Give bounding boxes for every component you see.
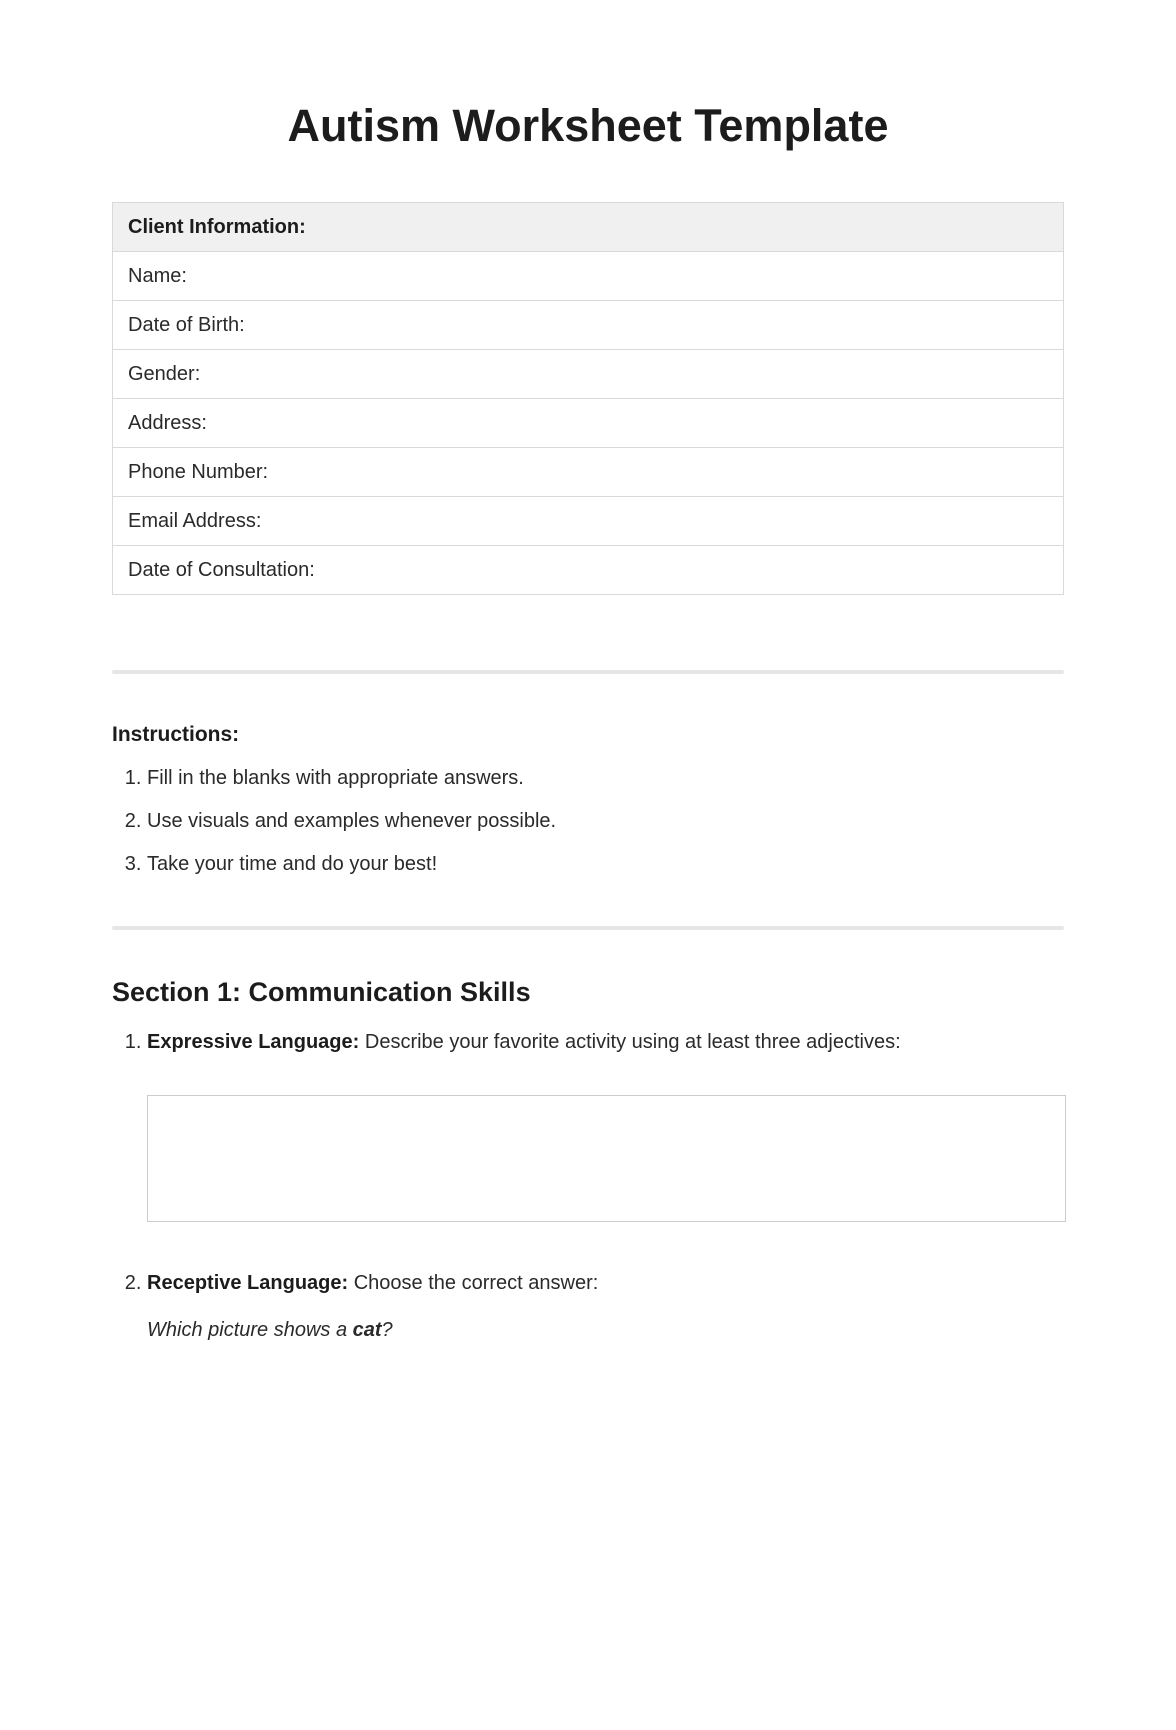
section-1-heading: Section 1: Communication Skills <box>112 977 531 1007</box>
table-row <box>113 546 1064 595</box>
question-emphasis: cat <box>352 1319 382 1341</box>
expressive-language-label: Expressive Language: <box>147 1031 360 1053</box>
question-line <box>147 1318 1064 1342</box>
table-row <box>113 448 1064 497</box>
table-row <box>113 301 1064 350</box>
list-item: 2. Use visuals and examples whenever possible. <box>147 809 1064 833</box>
instructions-list <box>112 766 1064 876</box>
list-item-expressive-language <box>147 1030 1064 1222</box>
instructions-heading: Instructions: <box>112 723 240 746</box>
table-row <box>113 252 1064 301</box>
client-information-header: Client Information: <box>113 203 1064 252</box>
question-prefix: Which picture shows a <box>147 1319 353 1341</box>
field-name: Name: <box>113 252 1064 301</box>
field-date-of-birth: Date of Birth: <box>113 301 1064 350</box>
divider <box>112 926 1064 930</box>
section-1-list <box>112 1030 1064 1342</box>
table-header-row <box>113 203 1064 252</box>
question-suffix: ? <box>381 1319 393 1341</box>
worksheet-page <box>0 100 1176 1342</box>
divider <box>112 670 1064 674</box>
field-address: Address: <box>113 399 1064 448</box>
list-item-receptive-language <box>147 1271 1064 1342</box>
receptive-language-label: Receptive Language: <box>147 1272 349 1294</box>
client-information-table <box>112 202 1064 595</box>
field-date-of-consultation: Date of Consultation: <box>113 546 1064 595</box>
expressive-language-prompt: Describe your favorite activity using at least three adjectives: <box>364 1031 901 1053</box>
list-item: 1. Fill in the blanks with appropriate answers. <box>147 766 1064 790</box>
receptive-language-prompt: Choose the correct answer: <box>353 1272 599 1294</box>
table-row <box>113 350 1064 399</box>
answer-box[interactable] <box>147 1095 1066 1222</box>
table-row <box>113 497 1064 546</box>
page-title: Autism Worksheet Template <box>287 100 889 151</box>
field-gender: Gender: <box>113 350 1064 399</box>
field-email-address: Email Address: <box>113 497 1064 546</box>
table-row <box>113 399 1064 448</box>
list-item: 3. Take your time and do your best! <box>147 852 1064 876</box>
field-phone-number: Phone Number: <box>113 448 1064 497</box>
